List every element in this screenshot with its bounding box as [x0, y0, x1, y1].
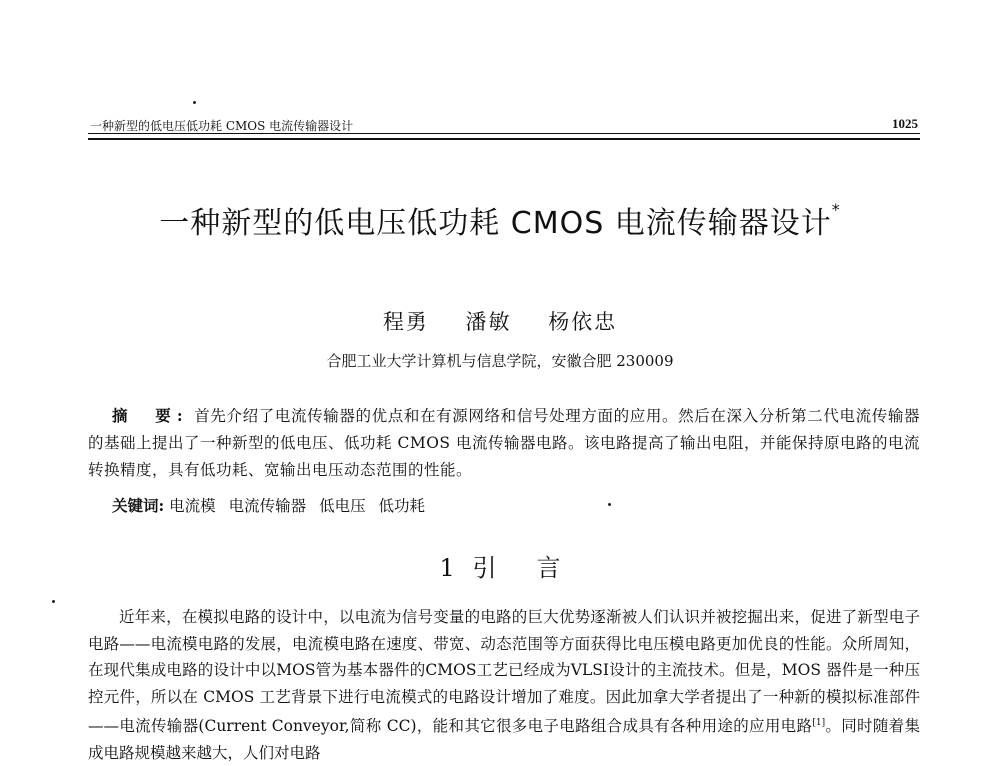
header-rule-thin: [88, 133, 920, 134]
section-number: 1: [439, 554, 455, 582]
paper-title: [0, 198, 1000, 242]
section-heading: [0, 548, 1000, 583]
running-head: [88, 114, 920, 134]
abstract-text: 首先介绍了电流传输器的优点和在有源网络和信号处理方面的应用。然后在深入分析第二代电流传输器的基础上提出了一种新型的低电压、低功耗 CMOS 电流传输器电路。该电路提高了输出电阻，并能保持原电路的电流转换精度，具有低功耗、宽输出电压动态范围的性能。: [88, 407, 920, 479]
keyword: 电流传输器: [228, 497, 307, 515]
author-name: 杨依忠: [548, 310, 618, 334]
body-paragraph: [88, 604, 920, 766]
keyword: 电流模: [169, 497, 216, 515]
paper-title-text: 一种新型的低电压低功耗 CMOS 电流传输器设计: [159, 206, 832, 241]
affiliation: 合肥工业大学计算机与信息学院，安徽合肥 230009: [326, 352, 674, 370]
section-title: 引言: [472, 554, 601, 582]
body-text-continued: 。同时随着集成电路规模越来越大，人们对电路: [88, 717, 920, 762]
header-rule-thick: [88, 138, 920, 140]
abstract-label: 摘 要:: [112, 406, 189, 425]
author-name: 潘敏: [465, 310, 512, 334]
running-head-title: 一种新型的低电压低功耗 CMOS 电流传输器设计: [90, 119, 354, 133]
keywords: [112, 494, 920, 516]
body-text: 近年来，在模拟电路的设计中，以电流为信号变量的电路的巨大优势逐渐被人们认识并被挖掘出来，促进了新型电子电路——电流模电路的发展，电流模电路在速度、带宽、动态范围等方面获得比电压模电路更加优良的性能。众所周知，在现代集成电路的设计中以MOS管为基本器件的CMOS工艺已经成为VLSI设计的主流技术。但是，MOS 器件是一种压控元件，所以在 CMOS 工艺背景下进行电流模式的电路设计增加了难度。因此加拿大学者提出了一种新的模拟标准部件——电流传输器(Current Conveyor,简称 CC)，能和其它很多电子电路组合成具有各种用途的应用电路: [88, 608, 920, 736]
keywords-label: 关键词:: [112, 496, 165, 515]
scan-speck: [52, 600, 55, 603]
scan-speck: [193, 101, 196, 104]
title-footnote-mark: *: [831, 200, 841, 219]
keyword: 低电压: [319, 497, 366, 515]
author-list: [0, 306, 1000, 336]
keyword: 低功耗: [378, 497, 426, 515]
page-number: 1025: [892, 116, 918, 131]
citation-ref: [1]: [812, 718, 826, 728]
abstract: [88, 402, 920, 484]
author-name: 程勇: [382, 310, 429, 334]
